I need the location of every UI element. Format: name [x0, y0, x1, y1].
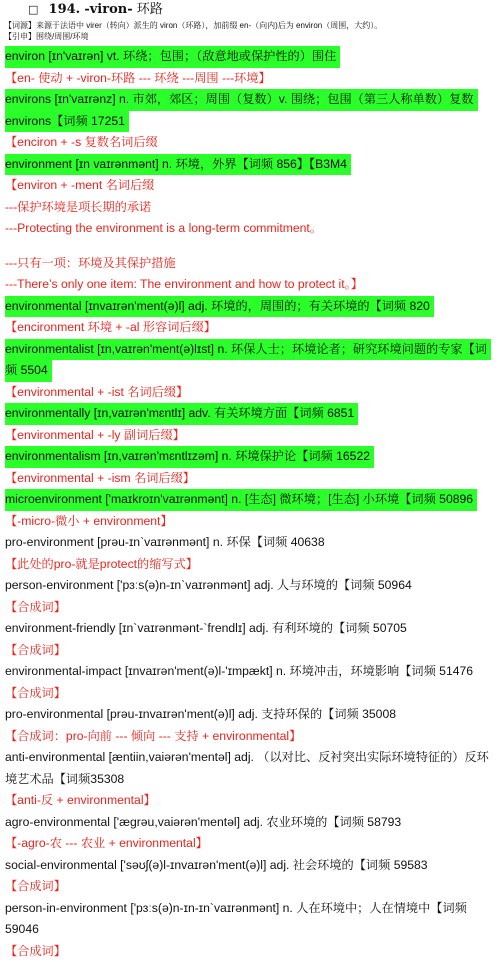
- highlighted-word-line: [0, 403, 500, 425]
- line-text: 【合成词：pro-向前 --- 倾向 --- 支持 + environmental】: [5, 729, 301, 743]
- highlighted-word-line: [0, 360, 500, 382]
- word-line: [0, 532, 500, 554]
- line-text: environmental-impact [ɪnvaɪrən'ment(ə)l-'ɪmpækt] n. 环境冲击，环境影响【词频 51476: [5, 664, 473, 678]
- line-text: 【合成词】: [5, 643, 66, 657]
- note-line: [0, 726, 500, 748]
- line-text: 【environ + -ment 名词后缀: [5, 178, 154, 192]
- line-text: environment [ɪn vaɪrənmənt] n. 环境，外界【词频 856】【B3M4: [5, 154, 351, 176]
- line-text: 【enciron + -s 复数名词后缀: [5, 135, 158, 149]
- spacer: [0, 240, 500, 253]
- note-line: [0, 511, 500, 533]
- note-line: [0, 468, 500, 490]
- word-line: [0, 661, 500, 683]
- line-text: ---Protecting the environment is a long-term commitment。: [5, 221, 322, 235]
- entry-root-meaning: 环路: [137, 2, 163, 17]
- line-text: 【合成词】: [5, 879, 66, 893]
- note-line: [0, 382, 500, 404]
- word-line: [0, 855, 500, 877]
- word-line: [0, 919, 500, 941]
- line-text: environs【词频 17251: [5, 111, 129, 133]
- line-text: 【anti-反 + environmental】: [5, 793, 156, 807]
- line-text: 境艺术品【词频35308: [5, 772, 124, 786]
- note-line: [0, 597, 500, 619]
- line-text: environmentalism [ɪn,vaɪrən'mɛntlɪzəm] n. 环境保护论【词频 16522: [5, 446, 374, 468]
- note-line: [0, 197, 500, 219]
- highlighted-word-line: [0, 446, 500, 468]
- line-text: 【合成词】: [5, 600, 66, 614]
- line-text: 【此处的pro-就是protect的缩写式】: [5, 557, 198, 571]
- line-text: 59046: [5, 922, 39, 936]
- note-line: [0, 554, 500, 576]
- note-line: [0, 640, 500, 662]
- line-text: 【-agro-农 --- 农业 + environmental】: [5, 836, 208, 850]
- highlighted-word-line: [0, 154, 500, 176]
- highlighted-word-line: [0, 111, 500, 133]
- line-text: environ [ɪn'vaɪrən] vt. 环绕；包围；（敌意地或保护性的）围住: [5, 46, 340, 68]
- line-text: 【-micro-微小 + environment】: [5, 514, 173, 528]
- word-line: [0, 747, 500, 769]
- note-line: [0, 683, 500, 705]
- highlighted-word-line: [0, 89, 500, 111]
- line-text: social-environmental ['səʊʃ(ə)l-ɪnvaɪrən'ment(ə)l] adj. 社会环境的【词频 59583: [5, 858, 428, 872]
- line-text: 【encironment 环境 + -al 形容词后缀】: [5, 320, 216, 334]
- word-line: [0, 618, 500, 640]
- line-text: ---保护环境是项长期的承诺: [5, 200, 151, 214]
- highlighted-word-line: [0, 489, 500, 511]
- line-text: pro-environmental [prəu-ɪnvaɪrən'ment(ə)l] adj. 支持环保的【词频 35008: [5, 707, 396, 721]
- line-text: 【environmental + -ism 名词后缀】: [5, 471, 195, 485]
- entry-title: [0, 0, 500, 20]
- line-text: person-environment ['pɜːs(ə)n-ɪn`vaɪrənmənt] adj. 人与环境的【词频 50964: [5, 578, 412, 592]
- word-line: [0, 898, 500, 920]
- note-line: [0, 833, 500, 855]
- line-text: 【合成词】: [5, 686, 66, 700]
- entry-number: 194.: [49, 2, 81, 17]
- etymology-extended: 【引申】围绕/周围/环境: [0, 31, 500, 42]
- line-text: environs [ɪn'vaɪrənz] n. 市郊，郊区；周围（复数）v. 围绕；包围（第三人称单数）复数: [5, 89, 478, 111]
- note-line: [0, 218, 500, 240]
- note-line: [0, 876, 500, 898]
- line-text: person-in-environment ['pɜːs(ə)n-ɪn-ɪn`vaɪrənmənt] n. 人在环境中；人在情境中【词频: [5, 901, 467, 915]
- note-line: [0, 790, 500, 812]
- note-line: [0, 317, 500, 339]
- highlighted-word-line: [0, 296, 500, 318]
- line-text: environmentalist [ɪn,vaɪrən'ment(ə)lɪst] n. 环保人士；环境论者；研究环境问题的专家【词: [5, 339, 491, 361]
- entry-lines: [0, 46, 500, 962]
- line-text: pro-environment [prəu-ɪn`vaɪrənmənt] n. 环保【词频 40638: [5, 535, 325, 549]
- highlighted-word-line: [0, 46, 500, 68]
- line-text: agro-environmental ['ægrəu,vaiərən'mentəl] adj. 农业环境的【词频 58793: [5, 815, 401, 829]
- line-text: 【environmental + -ist 名词后缀】: [5, 385, 188, 399]
- line-text: 【environmental + -ly 副词后缀】: [5, 428, 185, 442]
- line-text: environmental [ɪnvaɪrən'ment(ə)l] adj. 环境的，周围的；有关环境的【词频 820: [5, 296, 434, 318]
- note-line: [0, 253, 500, 275]
- line-text: 【en- 使动 + -viron-环路 --- 环绕 ---周围 ---环境】: [5, 71, 271, 85]
- note-line: [0, 68, 500, 90]
- note-line: [0, 425, 500, 447]
- highlighted-word-line: [0, 339, 500, 361]
- word-line: [0, 704, 500, 726]
- checkbox-glyph-icon: □: [28, 3, 38, 16]
- note-line: [0, 274, 500, 296]
- line-text: 【合成词】: [5, 944, 66, 958]
- word-line: [0, 575, 500, 597]
- line-text: ---There’s only one item: The environment and how to protect it。】: [5, 277, 363, 291]
- line-text: environmentally [ɪn,vaɪrən'mɛntlɪ] adv. 有关环境方面【词频 6851: [5, 403, 358, 425]
- note-line: [0, 941, 500, 962]
- line-text: 频 5504: [5, 360, 52, 382]
- entry-root: -viron-: [84, 2, 132, 17]
- line-text: microenvironment ['maɪkroɪn'vaɪrənmənt] n. [生态] 微环境；[生态] 小环境【词频 50896: [5, 489, 477, 511]
- word-line: [0, 769, 500, 791]
- line-text: anti-environmental [æntiin,vaiərən'mentəl] adj. （以对比、反衬突出实际环境特征的）反环: [5, 750, 489, 764]
- line-text: environment-friendly [ɪn`vaɪrənmənt-`frendlɪ] adj. 有利环境的【词频 50705: [5, 621, 407, 635]
- note-line: [0, 132, 500, 154]
- etymology-source: 【词源】来源于法语中 virer（转向）派生的 viron（环路），加前缀 en-（向内)后为 environ（周围，大约）。: [0, 20, 500, 31]
- note-line: [0, 175, 500, 197]
- word-line: [0, 812, 500, 834]
- line-text: ---只有一项：环境及其保护措施: [5, 256, 176, 270]
